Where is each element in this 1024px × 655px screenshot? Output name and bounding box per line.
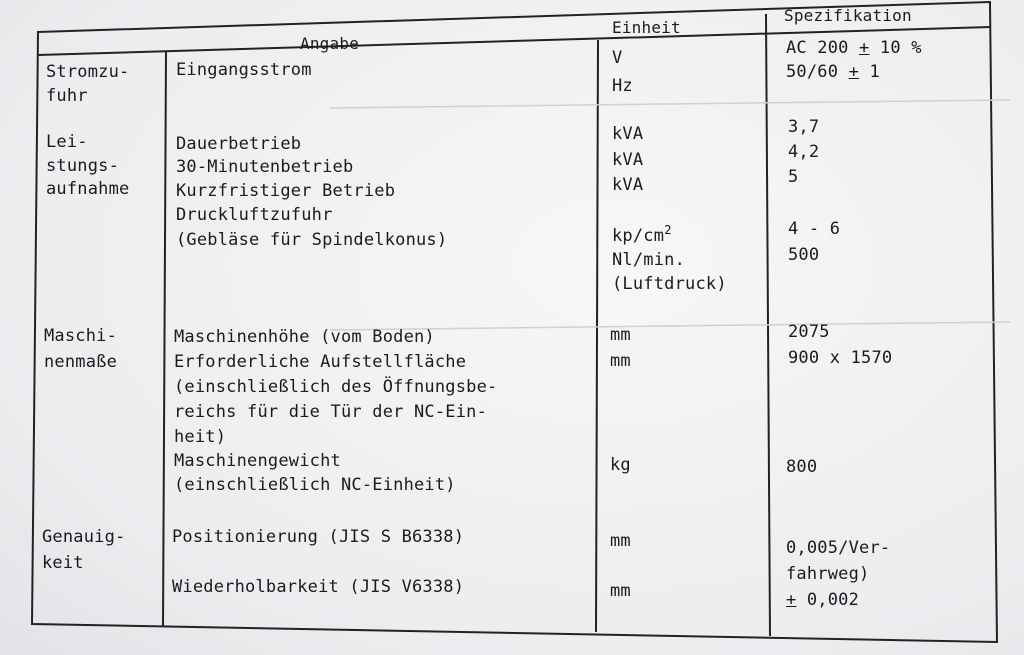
row-spec: 3,7 (788, 117, 820, 137)
row-spec: + 0,002 (786, 590, 860, 610)
row-angabe: Maschinenhöhe (vom Boden) (174, 327, 435, 347)
row-angabe: Eingangsstrom (176, 60, 312, 80)
row-angabe: Erforderliche Aufstellfläche (174, 352, 467, 372)
row-spec: 2075 (788, 322, 830, 342)
row-angabe: (einschließlich NC-Einheit) (174, 475, 456, 495)
row-spec: 500 (788, 245, 820, 265)
plus-minus-symbol: + (848, 62, 860, 82)
section-label: nenmaße (44, 352, 118, 372)
row-einheit: mm (610, 531, 631, 551)
plus-minus-symbol: + (786, 590, 797, 610)
section-label: aufnahme (46, 179, 130, 199)
row-einheit: (Luftdruck) (612, 274, 727, 294)
row-angabe: Positionierung (JIS S B6338) (172, 527, 465, 547)
row-angabe: (Gebläse für Spindelkonus) (176, 230, 448, 250)
row-spec: 0,005/Ver- (786, 538, 891, 558)
row-angabe: 30-Minutenbetrieb (176, 157, 354, 177)
row-angabe: Wiederholbarkeit (JIS V6338) (172, 577, 465, 597)
row-spec: 900 x 1570 (788, 348, 893, 368)
row-einheit: mm (610, 351, 631, 371)
row-einheit: mm (610, 325, 631, 345)
row-einheit: V (612, 48, 623, 68)
row-angabe: heit) (174, 427, 227, 447)
row-einheit: kVA (612, 124, 644, 144)
row-spec: fahrweg) (786, 564, 870, 584)
section-label: Genauig- (42, 527, 126, 547)
row-einheit: kVA (612, 150, 644, 170)
header-angabe: Angabe (300, 34, 359, 53)
row-angabe: Druckluftzufuhr (176, 205, 333, 225)
section-label: Stromzu- (46, 62, 130, 82)
row-spec: 800 (786, 457, 818, 477)
row-angabe: Kurzfristiger Betrieb (176, 181, 396, 201)
section-label: Lei- (46, 132, 88, 152)
row-einheit: $kp/cm^2$ (612, 223, 672, 246)
row-einheit: Nl/min. (612, 250, 686, 270)
plus-minus-symbol: + (859, 38, 870, 58)
row-einheit: Hz (612, 76, 633, 96)
row-angabe: Maschinengewicht (174, 451, 341, 471)
header-spezifikation: Spezifikation (784, 6, 912, 25)
row-einheit: kVA (612, 175, 644, 195)
row-angabe: reichs für die Tür der NC-Ein- (174, 402, 488, 422)
section-label: fuhr (46, 86, 88, 106)
row-spec: 50/60 + 1 (786, 62, 880, 82)
row-angabe: Dauerbetrieb (176, 134, 302, 154)
row-einheit: mm (610, 581, 631, 601)
section-label: keit (42, 553, 84, 573)
row-spec: 5 (788, 167, 799, 187)
section-label: stungs- (46, 156, 120, 176)
row-angabe: (einschließlich des Öffnungsbe- (174, 377, 498, 397)
header-einheit: Einheit (612, 18, 681, 37)
row-spec: 4 - 6 (788, 219, 841, 239)
section-label: Maschi- (44, 326, 118, 346)
row-spec: 4,2 (788, 142, 820, 162)
row-einheit: kg (610, 455, 631, 475)
row-spec: AC 200 + 10 % (786, 38, 922, 58)
